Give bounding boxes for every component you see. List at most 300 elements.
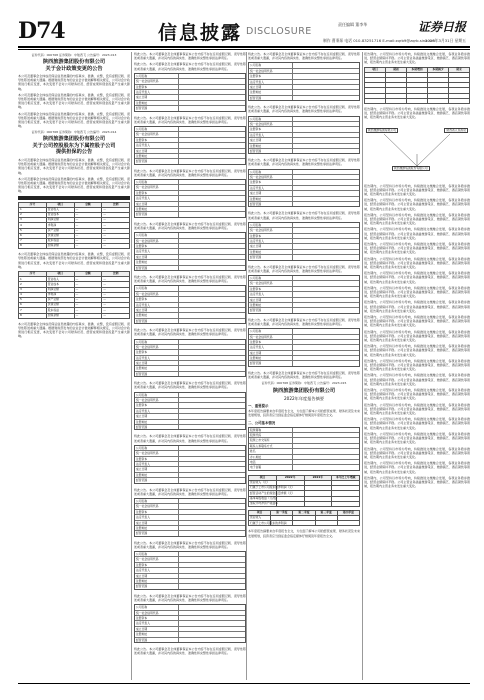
table-header-cell: 项目 bbox=[46, 272, 74, 277]
notice-body: 本公司及董事会全体成员保证信息披露的内容真实、准确、完整，没有虚假记载、误导性陈述或重大遗漏。根据财政部发布的企业会计准则解释相关规定，公司对会计政策进行相应变更，本次变更不会对公司财务状况、经营成果和现金流量产生重大影响。 bbox=[18, 252, 130, 269]
company-info-form bbox=[134, 392, 246, 431]
table-cell: — bbox=[74, 218, 102, 223]
notice-reference: 证券代码：000768 证券简称：中航西飞 公告编号：2023-015 bbox=[261, 381, 347, 386]
ownership-node: 陕西省人民政府 bbox=[446, 127, 466, 132]
form-label: 成立日期 bbox=[135, 467, 179, 471]
form-label: 注册地址 bbox=[135, 579, 179, 583]
form-value bbox=[179, 356, 245, 360]
form-label: 成立日期 bbox=[135, 149, 179, 153]
form-row bbox=[135, 266, 245, 270]
form-row bbox=[249, 202, 359, 206]
contact-line: 制作 曹秉琛 电话 010-83251716 E-mail:zqrb9@zqrb.sina.net bbox=[323, 38, 435, 43]
issue-date: 2023年3月31日 星期五 bbox=[425, 38, 466, 43]
form-value bbox=[179, 286, 245, 290]
form-label: 经营范围 bbox=[249, 361, 293, 365]
form-value bbox=[293, 303, 359, 307]
form-value bbox=[179, 451, 245, 455]
form-label: 公司名称 bbox=[135, 552, 179, 556]
table-cell: — bbox=[102, 218, 130, 223]
form-label: 股票代码 bbox=[249, 433, 293, 437]
form-label: 法定代表人 bbox=[135, 515, 179, 519]
form-label: 统一社会信用代码 bbox=[249, 69, 293, 73]
form-value bbox=[179, 361, 245, 365]
form-label: 成立日期 bbox=[135, 574, 179, 578]
form-label: 股票上市交易所 bbox=[249, 438, 293, 442]
form-value bbox=[179, 425, 245, 429]
report-body: 报告期内，公司坚持以市场为导向，持续推进文旅融合发展，各项业务稳步推进，经营业绩保持平稳。公司主营业务涵盖旅游景区、旅游演艺、酒店餐饮等领域，报告期内主营业务未发生重大变化。 bbox=[364, 198, 470, 211]
notice-body: 特此公告。本公司董事会及全体董事保证本公告内容不存在任何虚假记载、误导性陈述或者重大遗漏，并对其内容的真实性、准确性和完整性承担法律责任。 bbox=[248, 211, 360, 220]
column-4 bbox=[364, 52, 470, 680]
table-cell: 净利润 bbox=[46, 292, 74, 297]
table-cell: 负债总额 bbox=[46, 233, 74, 238]
form-label: 成立日期 bbox=[135, 361, 179, 365]
table-cell bbox=[304, 501, 332, 506]
form-label: 办公地址 bbox=[249, 455, 293, 459]
table-cell: — bbox=[102, 313, 130, 318]
quarterly-table bbox=[248, 510, 360, 527]
notice-body: 本公司及董事会全体成员保证信息披露的内容真实、准确、完整，没有虚假记载、误导性陈述或重大遗漏。根据财政部发布的企业会计准则解释相关规定，公司对会计政策进行相应变更，本次变更不会对公司财务状况、经营成果和现金流量产生重大影响。 bbox=[18, 92, 130, 110]
notice-reference: 证券代码：000768 证券简称：中航西飞 公告编号：2023-013 bbox=[31, 53, 117, 57]
form-label: 经营范围 bbox=[249, 308, 293, 312]
notice-body: 特此公告。本公司董事会及全体董事保证本公告内容不存在任何虚假记载、误导性陈述或者重大遗漏，并对其内容的真实性、准确性和完整性承担法律责任。 bbox=[248, 52, 360, 61]
table-cell: 担保余额 bbox=[46, 244, 74, 249]
form-value bbox=[179, 212, 245, 216]
form-value bbox=[179, 457, 245, 461]
form-value bbox=[293, 90, 359, 94]
footer-rule bbox=[18, 683, 470, 684]
form-label: 法定代表人 bbox=[249, 292, 293, 296]
page-number: D74 bbox=[18, 18, 65, 44]
table-cell: 归属于上市公司股东的净利润（元） bbox=[250, 485, 295, 490]
column-2 bbox=[134, 52, 246, 680]
form-label: 法定代表人 bbox=[135, 356, 179, 360]
column-3 bbox=[248, 52, 360, 680]
notice-title-line: 陕西旅游集团股份有限公司 bbox=[42, 136, 106, 143]
table-cell bbox=[386, 98, 407, 103]
table-cell: — bbox=[102, 277, 130, 282]
form-row bbox=[135, 372, 245, 376]
form-label: 公司名称 bbox=[135, 127, 179, 131]
table-cell: — bbox=[102, 298, 130, 303]
form-value bbox=[179, 191, 245, 195]
form-label: 注册资本 bbox=[135, 191, 179, 195]
table-cell: 净利润 bbox=[46, 223, 74, 228]
table-cell: 8 bbox=[19, 313, 47, 318]
report-body: 报告期内，公司坚持以市场为导向，持续推进文旅融合发展，各项业务稳步推进，经营业绩保持平稳。公司主营业务涵盖旅游景区、旅游演艺、酒店餐饮等领域，报告期内主营业务未发生重大变化。 bbox=[364, 461, 470, 474]
form-value bbox=[179, 398, 245, 402]
form-value bbox=[179, 372, 245, 376]
table-cell: 利润总额 bbox=[46, 287, 74, 292]
form-value bbox=[179, 552, 245, 556]
form-value bbox=[179, 638, 245, 642]
company-info-form bbox=[248, 275, 360, 314]
form-label: 成立日期 bbox=[135, 202, 179, 206]
form-row bbox=[135, 584, 245, 588]
table-cell: — bbox=[102, 212, 130, 217]
form-value bbox=[293, 63, 359, 67]
form-value bbox=[179, 510, 245, 514]
table-row bbox=[249, 521, 360, 526]
table-cell bbox=[337, 521, 359, 526]
table-cell: — bbox=[102, 223, 130, 228]
company-info-forms bbox=[248, 62, 360, 379]
table-cell: 3 bbox=[19, 287, 47, 292]
company-info-form bbox=[134, 551, 246, 590]
form-label: 公司名称 bbox=[135, 446, 179, 450]
form-label: 统一社会信用代码 bbox=[249, 281, 293, 285]
form-label: 注册地址 bbox=[249, 197, 293, 201]
notice-body: 本公司及董事会全体成员保证信息披露的内容真实、准确、完整，没有虚假记载、误导性陈述或重大遗漏。根据财政部发布的企业会计准则解释相关规定，公司对会计政策进行相应变更，本次变更不会对公司财务状况、经营成果和现金流量产生重大影响。 bbox=[18, 321, 130, 339]
form-value bbox=[293, 361, 359, 365]
form-row bbox=[135, 159, 245, 163]
form-value bbox=[293, 96, 359, 100]
form-value bbox=[293, 149, 359, 153]
form-value bbox=[179, 127, 245, 131]
form-value bbox=[179, 409, 245, 413]
column-1 bbox=[18, 52, 130, 680]
form-label: 注册资本 bbox=[135, 350, 179, 354]
form-value bbox=[179, 340, 245, 344]
form-value bbox=[293, 228, 359, 232]
form-label: 经营范围 bbox=[135, 478, 179, 482]
report-body: 报告期内，公司坚持以市场为导向，持续推进文旅融合发展，各项业务稳步推进，经营业绩保持平稳。公司主营业务涵盖旅游景区、旅游演艺、酒店餐饮等领域，报告期内主营业务未发生重大变化。 bbox=[364, 373, 470, 386]
form-row bbox=[249, 308, 359, 312]
form-value bbox=[293, 438, 359, 442]
form-label: 法定代表人 bbox=[249, 239, 293, 243]
notice-body: 特此公告。本公司董事会及全体董事保证本公告内容不存在任何虚假记载、误导性陈述或者重大遗漏，并对其内容的真实性、准确性和完整性承担法律责任。 bbox=[134, 115, 246, 124]
table-header-cell: 第一季度 bbox=[271, 510, 293, 515]
table-cell: — bbox=[102, 292, 130, 297]
form-value bbox=[179, 196, 245, 200]
form-value bbox=[179, 420, 245, 424]
form-value bbox=[179, 149, 245, 153]
form-label: 成立日期 bbox=[249, 244, 293, 248]
table-cell: — bbox=[74, 308, 102, 313]
form-row bbox=[135, 425, 245, 429]
form-label: 注册资本 bbox=[135, 85, 179, 89]
form-value bbox=[293, 276, 359, 280]
table-header-cell: 2021年 bbox=[304, 475, 332, 480]
form-label: 经营范围 bbox=[135, 266, 179, 270]
table-header-cell: 本年比上年增减 bbox=[332, 475, 360, 480]
notice-body: 特此公告。本公司董事会及全体董事保证本公告内容不存在任何虚假记载、误导性陈述或者重大遗漏，并对其内容的真实性、准确性和完整性承担法律责任。 bbox=[248, 264, 360, 273]
form-row bbox=[135, 478, 245, 482]
report-body: 报告期内，公司坚持以市场为导向，持续推进文旅融合发展，各项业务稳步推进，经营业绩保持平稳。公司主营业务涵盖旅游景区、旅游演艺、酒店餐饮等领域，报告期内主营业务未发生重大变化。 bbox=[364, 446, 470, 459]
form-value bbox=[293, 449, 359, 453]
form-value bbox=[293, 69, 359, 73]
notice-body: 特此公告。本公司董事会及全体董事保证本公告内容不存在任何虚假记载、误导性陈述或者重大遗漏，并对其内容的真实性、准确性和完整性承担法律责任。 bbox=[134, 274, 246, 284]
form-label: 统一社会信用代码 bbox=[135, 398, 179, 402]
notice-title-line: 关于会计政策变更的公告 bbox=[45, 65, 103, 72]
table-cell: 利润总额 bbox=[46, 218, 74, 223]
form-label: 注册地址 bbox=[135, 260, 179, 264]
form-label: 注册地址 bbox=[135, 101, 179, 105]
form-value bbox=[179, 233, 245, 237]
form-label: 法定代表人 bbox=[135, 409, 179, 413]
table-header-band bbox=[18, 196, 130, 200]
form-value bbox=[179, 303, 245, 307]
company-info-form bbox=[134, 73, 246, 112]
notice-body: 特此公告。本公司董事会及全体董事保证本公告内容不存在任何虚假记载、误导性陈述或者重大遗漏，并对其内容的真实性、准确性和完整性承担法律责任。 bbox=[134, 62, 246, 71]
form-label: 注册地址 bbox=[249, 90, 293, 94]
form-value bbox=[179, 207, 245, 211]
form-label: 经营范围 bbox=[135, 425, 179, 429]
form-label: 统一社会信用代码 bbox=[249, 175, 293, 179]
report-body: 报告期内，公司坚持以市场为导向，持续推进文旅融合发展，各项业务稳步推进，经营业绩保持平稳。公司主营业务涵盖旅游景区、旅游演艺、酒店餐饮等领域，报告期内主营业务未发生重大变化。 bbox=[364, 212, 470, 226]
notice-body: 特此公告。本公司董事会及全体董事保证本公告内容不存在任何虚假记载、误导性陈述或者重大遗漏，并对其内容的真实性、准确性和完整性承担法律责任。 bbox=[248, 105, 360, 114]
table-row bbox=[365, 98, 470, 103]
form-label: 注册地址 bbox=[135, 473, 179, 477]
form-value bbox=[293, 455, 359, 459]
table-cell: — bbox=[74, 287, 102, 292]
report-body: 报告期内，公司坚持以市场为导向，持续推进文旅融合发展，各项业务稳步推进，经营业绩保持平稳。公司主营业务涵盖旅游景区、旅游演艺、酒店餐饮等领域，报告期内主营业务未发生重大变化。 bbox=[364, 227, 470, 240]
report-body: 报告期内，公司坚持以市场为导向，持续推进文旅融合发展，各项业务稳步推进，经营业绩保持平稳。公司主营业务涵盖旅游景区、旅游演艺、酒店餐饮等领域，报告期内主营业务未发生重大变化。 bbox=[364, 285, 470, 299]
form-label: 电话 bbox=[249, 460, 293, 464]
form-value bbox=[293, 444, 359, 448]
table-cell: — bbox=[74, 282, 102, 287]
form-value bbox=[179, 632, 245, 636]
form-label: 注册地址 bbox=[135, 154, 179, 158]
table-cell: 负债总额 bbox=[46, 303, 74, 308]
company-info-form bbox=[248, 116, 360, 155]
form-label: 注册地址 bbox=[135, 313, 179, 317]
table-cell: — bbox=[102, 228, 130, 233]
form-value bbox=[179, 313, 245, 317]
table-cell: 1 bbox=[19, 207, 47, 212]
form-label: 注册资本 bbox=[135, 510, 179, 514]
financial-table bbox=[248, 475, 360, 507]
form-label: 统一社会信用代码 bbox=[135, 345, 179, 349]
column-divider bbox=[246, 52, 247, 680]
form-label: 公司名称 bbox=[135, 605, 179, 609]
company-info-form bbox=[248, 62, 360, 101]
form-label: 成立日期 bbox=[135, 521, 179, 525]
form-value bbox=[179, 526, 245, 530]
form-value bbox=[179, 584, 245, 588]
form-value bbox=[293, 292, 359, 296]
form-label: 成立日期 bbox=[135, 414, 179, 418]
table-cell: 营业收入 bbox=[249, 516, 271, 521]
company-info-form bbox=[134, 285, 246, 324]
notice-title-line: 关于公司控股股东为下属控股子公司 bbox=[32, 142, 116, 149]
notice-body: 特此公告。本公司董事会及全体董事保证本公告内容不存在任何虚假记载、误导性陈述或者重大遗漏，并对其内容的真实性、准确性和完整性承担法律责任。 bbox=[134, 52, 246, 61]
form-label: 注册地址 bbox=[249, 356, 293, 360]
report-body: 报告期内，公司坚持以市场为导向，持续推进文旅融合发展，各项业务稳步推进，经营业绩保持平稳。公司主营业务涵盖旅游景区、旅游演艺、酒店餐饮等领域，报告期内主营业务未发生重大变化。 bbox=[364, 106, 470, 120]
table-cell: — bbox=[102, 233, 130, 238]
table-header-cell: 项目 bbox=[365, 67, 386, 72]
table-header-cell: 序号 bbox=[19, 202, 47, 207]
table-cell: — bbox=[74, 244, 102, 249]
form-value bbox=[179, 85, 245, 89]
ownership-node: 陕西旅游集团有限公司 bbox=[368, 127, 396, 132]
form-row bbox=[135, 319, 245, 323]
form-value bbox=[293, 234, 359, 238]
column-divider bbox=[131, 52, 132, 680]
table-header-cell: 项目 bbox=[46, 202, 74, 207]
notice-body: 特此公告。本公司董事会及全体董事保证本公告内容不存在任何虚假记载、误导性陈述或者重大遗漏，并对其内容的真实性、准确性和完整性承担法律责任。 bbox=[134, 434, 246, 443]
form-value bbox=[293, 80, 359, 84]
form-label: 经营范围 bbox=[135, 106, 179, 110]
table-cell: 5 bbox=[19, 298, 47, 303]
equity-table bbox=[364, 67, 470, 104]
form-value bbox=[179, 403, 245, 407]
notice-body: 特此公告。本公司董事会及全体董事保证本公告内容不存在任何虚假记载、误导性陈述或者重大遗漏，并对其内容的真实性、准确性和完整性承担法律责任。 bbox=[134, 593, 246, 603]
report-body: 报告期内，公司坚持以市场为导向，持续推进文旅融合发展，各项业务稳步推进，经营业绩保持平稳。公司主营业务涵盖旅游景区、旅游演艺、酒店餐饮等领域，报告期内主营业务未发生重大变化。 bbox=[364, 315, 470, 328]
table-cell: 4 bbox=[19, 223, 47, 228]
stock-info-table bbox=[248, 427, 360, 471]
form-value bbox=[179, 499, 245, 503]
form-label: 成立日期 bbox=[249, 138, 293, 142]
report-body: 报告期内，公司坚持以市场为导向，持续推进文旅融合发展，各项业务稳步推进，经营业绩保持平稳。公司主营业务涵盖旅游景区、旅游演艺、酒店餐饮等领域，报告期内主营业务未发生重大变化。 bbox=[364, 344, 470, 357]
form-value bbox=[293, 175, 359, 179]
form-value bbox=[179, 393, 245, 397]
form-value bbox=[179, 605, 245, 609]
notice-title-line: 提供担保的公告 bbox=[55, 149, 93, 156]
notice-body: 特此公告。本公司董事会及全体董事保证本公告内容不存在任何虚假记载、误导性陈述或者重大遗漏，并对其内容的真实性、准确性和完整性承担法律责任。 bbox=[248, 317, 360, 326]
table-cell: — bbox=[74, 207, 102, 212]
form-label: 公司名称 bbox=[249, 329, 293, 333]
table-cell: — bbox=[74, 228, 102, 233]
table-cell bbox=[276, 501, 304, 506]
form-value bbox=[293, 287, 359, 291]
table-cell: — bbox=[74, 292, 102, 297]
form-label: 公司名称 bbox=[135, 393, 179, 397]
company-info-form bbox=[134, 126, 246, 165]
company-info-form bbox=[134, 604, 246, 643]
form-value bbox=[293, 197, 359, 201]
form-label: 经营范围 bbox=[135, 159, 179, 163]
form-label: 姓名 bbox=[249, 449, 293, 453]
table-header-cell: 期末 bbox=[449, 67, 470, 72]
table-cell: 5 bbox=[19, 228, 47, 233]
table-cell: — bbox=[74, 233, 102, 238]
table-cell: 资产总额 bbox=[46, 228, 74, 233]
notice-body: 特此公告。本公司董事会及全体董事保证本公告内容不存在任何虚假记载、误导性陈述或者重大遗漏，并对其内容的真实性、准确性和完整性承担法律责任。 bbox=[248, 370, 360, 380]
table-row bbox=[19, 244, 130, 249]
company-info-form bbox=[248, 169, 360, 208]
table-header-cell: 金额 bbox=[74, 272, 102, 277]
form-value bbox=[179, 159, 245, 163]
form-row bbox=[249, 361, 359, 365]
form-value bbox=[293, 244, 359, 248]
form-value bbox=[179, 90, 245, 94]
form-value bbox=[293, 127, 359, 131]
notice-title bbox=[18, 136, 130, 156]
table-cell: 7 bbox=[19, 308, 47, 313]
form-label: 股票简称 bbox=[249, 428, 293, 432]
table-cell: 8 bbox=[19, 244, 47, 249]
form-value bbox=[293, 329, 359, 333]
form-value bbox=[293, 186, 359, 190]
table-cell: — bbox=[74, 303, 102, 308]
form-row bbox=[249, 255, 359, 259]
table-cell: 股东权益 bbox=[46, 238, 74, 243]
form-label: 统一社会信用代码 bbox=[249, 335, 293, 339]
table-header-cell: 项目 bbox=[249, 510, 271, 515]
company-info-form bbox=[248, 328, 360, 367]
form-label: 法定代表人 bbox=[135, 621, 179, 625]
form-label: 法定代表人 bbox=[135, 568, 179, 572]
notice-body: 特此公告。本公司董事会及全体董事保证本公告内容不存在任何虚假记载、误导性陈述或者重大遗漏，并对其内容的真实性、准确性和完整性承担法律责任。 bbox=[248, 158, 360, 167]
editor-line: 责任编辑 董李华 bbox=[338, 22, 368, 27]
form-row bbox=[249, 149, 359, 153]
table-row bbox=[19, 313, 130, 318]
form-value bbox=[293, 191, 359, 195]
report-body: 报告期内，公司坚持以市场为导向，持续推进文旅融合发展，各项业务稳步推进，经营业绩保持平稳。公司主营业务涵盖旅游景区、旅游演艺、酒店餐饮等领域，报告期内主营业务未发生重大变化。 bbox=[364, 271, 470, 284]
table-cell: — bbox=[74, 298, 102, 303]
report-body: 本年度报告摘要来自年度报告全文，为全面了解本公司的经营成果、财务状况及未来发展规划，投资者应当到证监会指定媒体仔细阅读年度报告全文。 bbox=[248, 409, 360, 418]
notice-body: 特此公告。本公司董事会及全体董事保证本公告内容不存在任何虚假记载、误导性陈述或者重大遗漏，并对其内容的真实性、准确性和完整性承担法律责任。 bbox=[134, 646, 246, 656]
table-cell bbox=[449, 98, 470, 103]
table-header-cell: 第二季度 bbox=[293, 510, 315, 515]
form-value bbox=[179, 95, 245, 99]
form-label: 统一社会信用代码 bbox=[135, 132, 179, 136]
form-value bbox=[179, 504, 245, 508]
form-value bbox=[179, 132, 245, 136]
notice-body: 特此公告。本公司董事会及全体董事保证本公告内容不存在任何虚假记载、误导性陈述或者重大遗漏，并对其内容的真实性、准确性和完整性承担法律责任。 bbox=[134, 328, 246, 337]
table-cell bbox=[365, 98, 386, 103]
form-label: 统一社会信用代码 bbox=[249, 122, 293, 126]
form-value bbox=[179, 521, 245, 525]
form-value bbox=[293, 74, 359, 78]
table-cell bbox=[332, 501, 360, 506]
form-value bbox=[293, 298, 359, 302]
form-label: 成立日期 bbox=[135, 255, 179, 259]
report-body: 本年度报告摘要来自年度报告全文，为全面了解本公司的经营成果、财务状况及未来发展规划，投资者应当到证监会指定媒体仔细阅读年度报告全文。 bbox=[248, 529, 360, 538]
form-value bbox=[179, 366, 245, 370]
masthead-rule-thin bbox=[18, 49, 470, 50]
form-label: 公司名称 bbox=[135, 74, 179, 78]
table-header-cell: 本期减少 bbox=[428, 67, 449, 72]
form-value bbox=[293, 433, 359, 437]
form-row bbox=[249, 465, 359, 469]
form-value bbox=[179, 467, 245, 471]
company-info-form bbox=[134, 179, 246, 218]
form-value bbox=[179, 255, 245, 259]
form-label: 公司名称 bbox=[135, 180, 179, 184]
form-row bbox=[249, 96, 359, 100]
form-label: 注册资本 bbox=[249, 180, 293, 184]
form-label: 公司名称 bbox=[249, 117, 293, 121]
company-info-forms bbox=[134, 73, 246, 656]
form-value bbox=[179, 557, 245, 561]
form-row bbox=[135, 638, 245, 642]
form-value bbox=[179, 244, 245, 248]
form-label: 统一社会信用代码 bbox=[135, 79, 179, 83]
masthead-rule bbox=[18, 46, 470, 48]
form-label: 公司名称 bbox=[249, 223, 293, 227]
form-value bbox=[179, 180, 245, 184]
table-header-cell: 第四季度 bbox=[337, 510, 359, 515]
form-value bbox=[179, 611, 245, 615]
table-cell bbox=[315, 521, 337, 526]
table-cell bbox=[428, 98, 449, 103]
form-value bbox=[293, 144, 359, 148]
company-info-form bbox=[134, 232, 246, 271]
form-value bbox=[293, 117, 359, 121]
form-label: 注册资本 bbox=[135, 457, 179, 461]
table-cell: — bbox=[102, 238, 130, 243]
table-cell bbox=[293, 521, 315, 526]
notice-body: 特此公告。本公司董事会及全体董事保证本公告内容不存在任何虚假记载、误导性陈述或者重大遗漏，并对其内容的真实性、准确性和完整性承担法律责任。 bbox=[134, 381, 246, 390]
form-label: 注册资本 bbox=[135, 297, 179, 301]
form-label: 法定代表人 bbox=[135, 249, 179, 253]
form-value bbox=[293, 138, 359, 142]
form-label: 统一社会信用代码 bbox=[249, 228, 293, 232]
form-label: 注册资本 bbox=[249, 234, 293, 238]
table-cell: — bbox=[102, 303, 130, 308]
form-label: 经营范围 bbox=[249, 202, 293, 206]
